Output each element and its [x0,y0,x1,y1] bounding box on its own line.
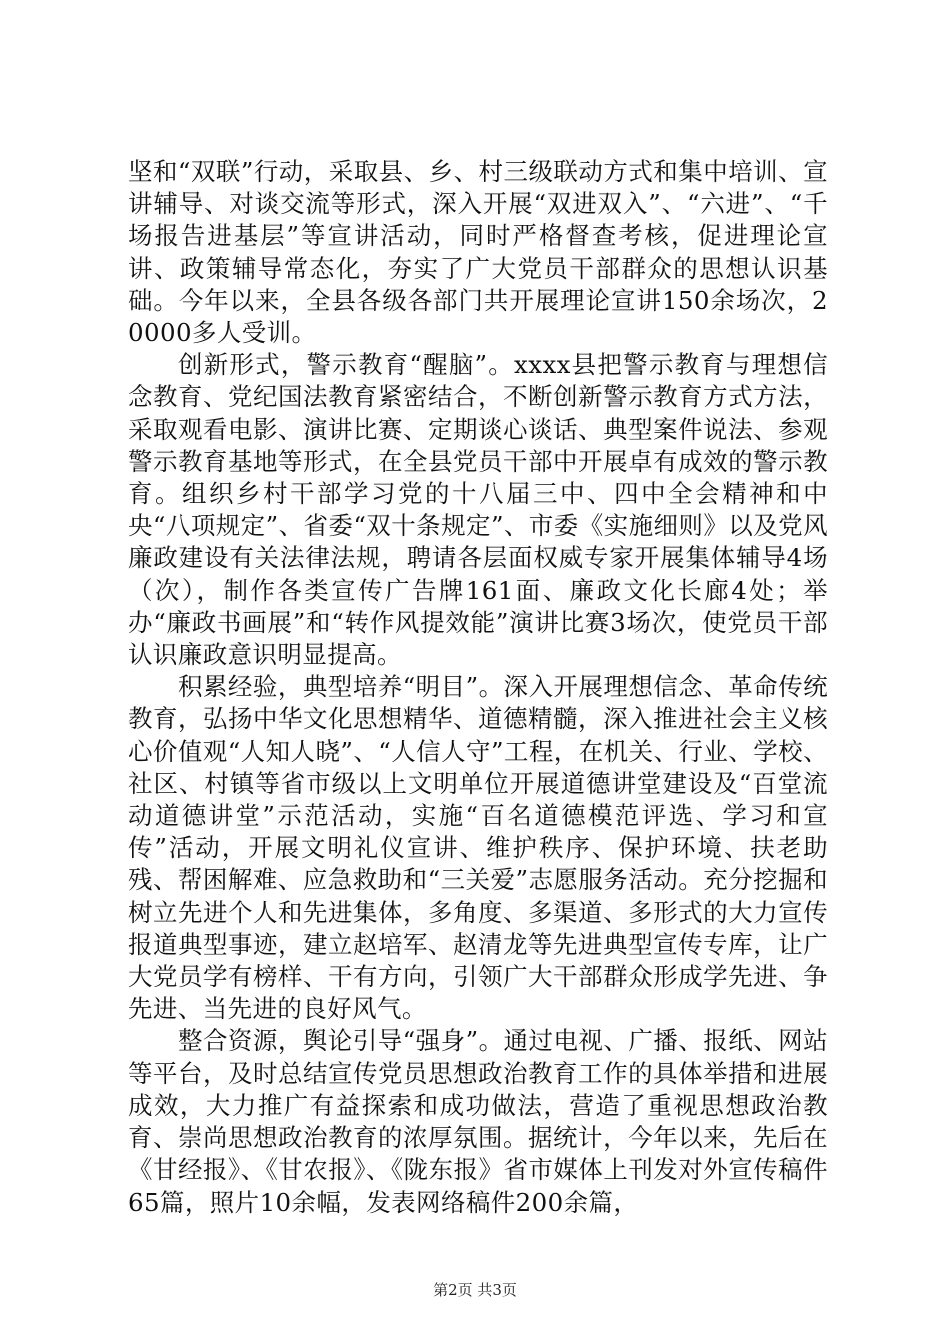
paragraph-2: 创新形式，警示教育“醒脑”。xxxx县把警示教育与理想信念教育、党纪国法教育紧密结合，不断创新警示教育方式方法，采取观看电影、演讲比赛、定期谈心谈话、典型案件说法、参观警示教育基地等形式，在全县党员干部中开展卓有成效的警示教育。组织乡村干部学习党的十八届三中、四中全会精神和中央“八项规定”、省委“双十条规定”、市委《实施细则》以及党风廉政建设有关法律法规，聘请各层面权威专家开展集体辅导4场（次），制作各类宣传广告牌161面、廉政文化长廊4处；举办“廉政书画展”和“转作风提效能”演讲比赛3场次，使党员干部认识廉政意识明显提高。 [128,350,828,670]
paragraph-4: 整合资源，舆论引导“强身”。通过电视、广播、报纸、网站等平台，及时总结宣传党员思想政治教育工作的具体举措和进展成效，大力推广有益探索和成功做法，营造了重视思想政治教育、崇尚思想政治教育的浓厚氛围。据统计，今年以来，先后在《甘经报》、《甘农报》、《陇东报》省市媒体上刊发对外宣传稿件65篇，照片10余幅，发表网络稿件200余篇， [128,1026,828,1217]
paragraph-3: 积累经验，典型培养“明目”。深入开展理想信念、革命传统教育，弘扬中华文化思想精华、道德精髓，深入推进社会主义核心价值观“人知人晓”、“人信人守”工程，在机关、行业、学校、社区、村镇等省市级以上文明单位开展道德讲堂建设及“百堂流动道德讲堂”示范活动，实施“百名道德模范评选、学习和宣传”活动，开展文明礼仪宣讲、维护秩序、保护环境、扶老助残、帮困解难、应急救助和“三关爱”志愿服务活动。充分挖掘和树立先进个人和先进集体，多角度、多渠道、多形式的大力宣传报道典型事迹，建立赵培军、赵清龙等先进典型宣传专库，让广大党员学有榜样、干有方向，引领广大干部群众形成学先进、争先进、当先进的良好风气。 [128,672,828,1024]
page-number-footer: 第2页 共3页 [433,1281,517,1299]
document-body [128,156,828,1219]
paragraph-1: 坚和“双联”行动，采取县、乡、村三级联动方式和集中培训、宣讲辅导、对谈交流等形式，深入开展“双进双入”、“六进”、“千场报告进基层”等宣讲活动，同时严格督查考核，促进理论宣讲、政策辅导常态化，夯实了广大党员干部群众的思想认识基础。今年以来，全县各级各部门共开展理论宣讲150余场次，20000多人受训。 [128,157,828,348]
